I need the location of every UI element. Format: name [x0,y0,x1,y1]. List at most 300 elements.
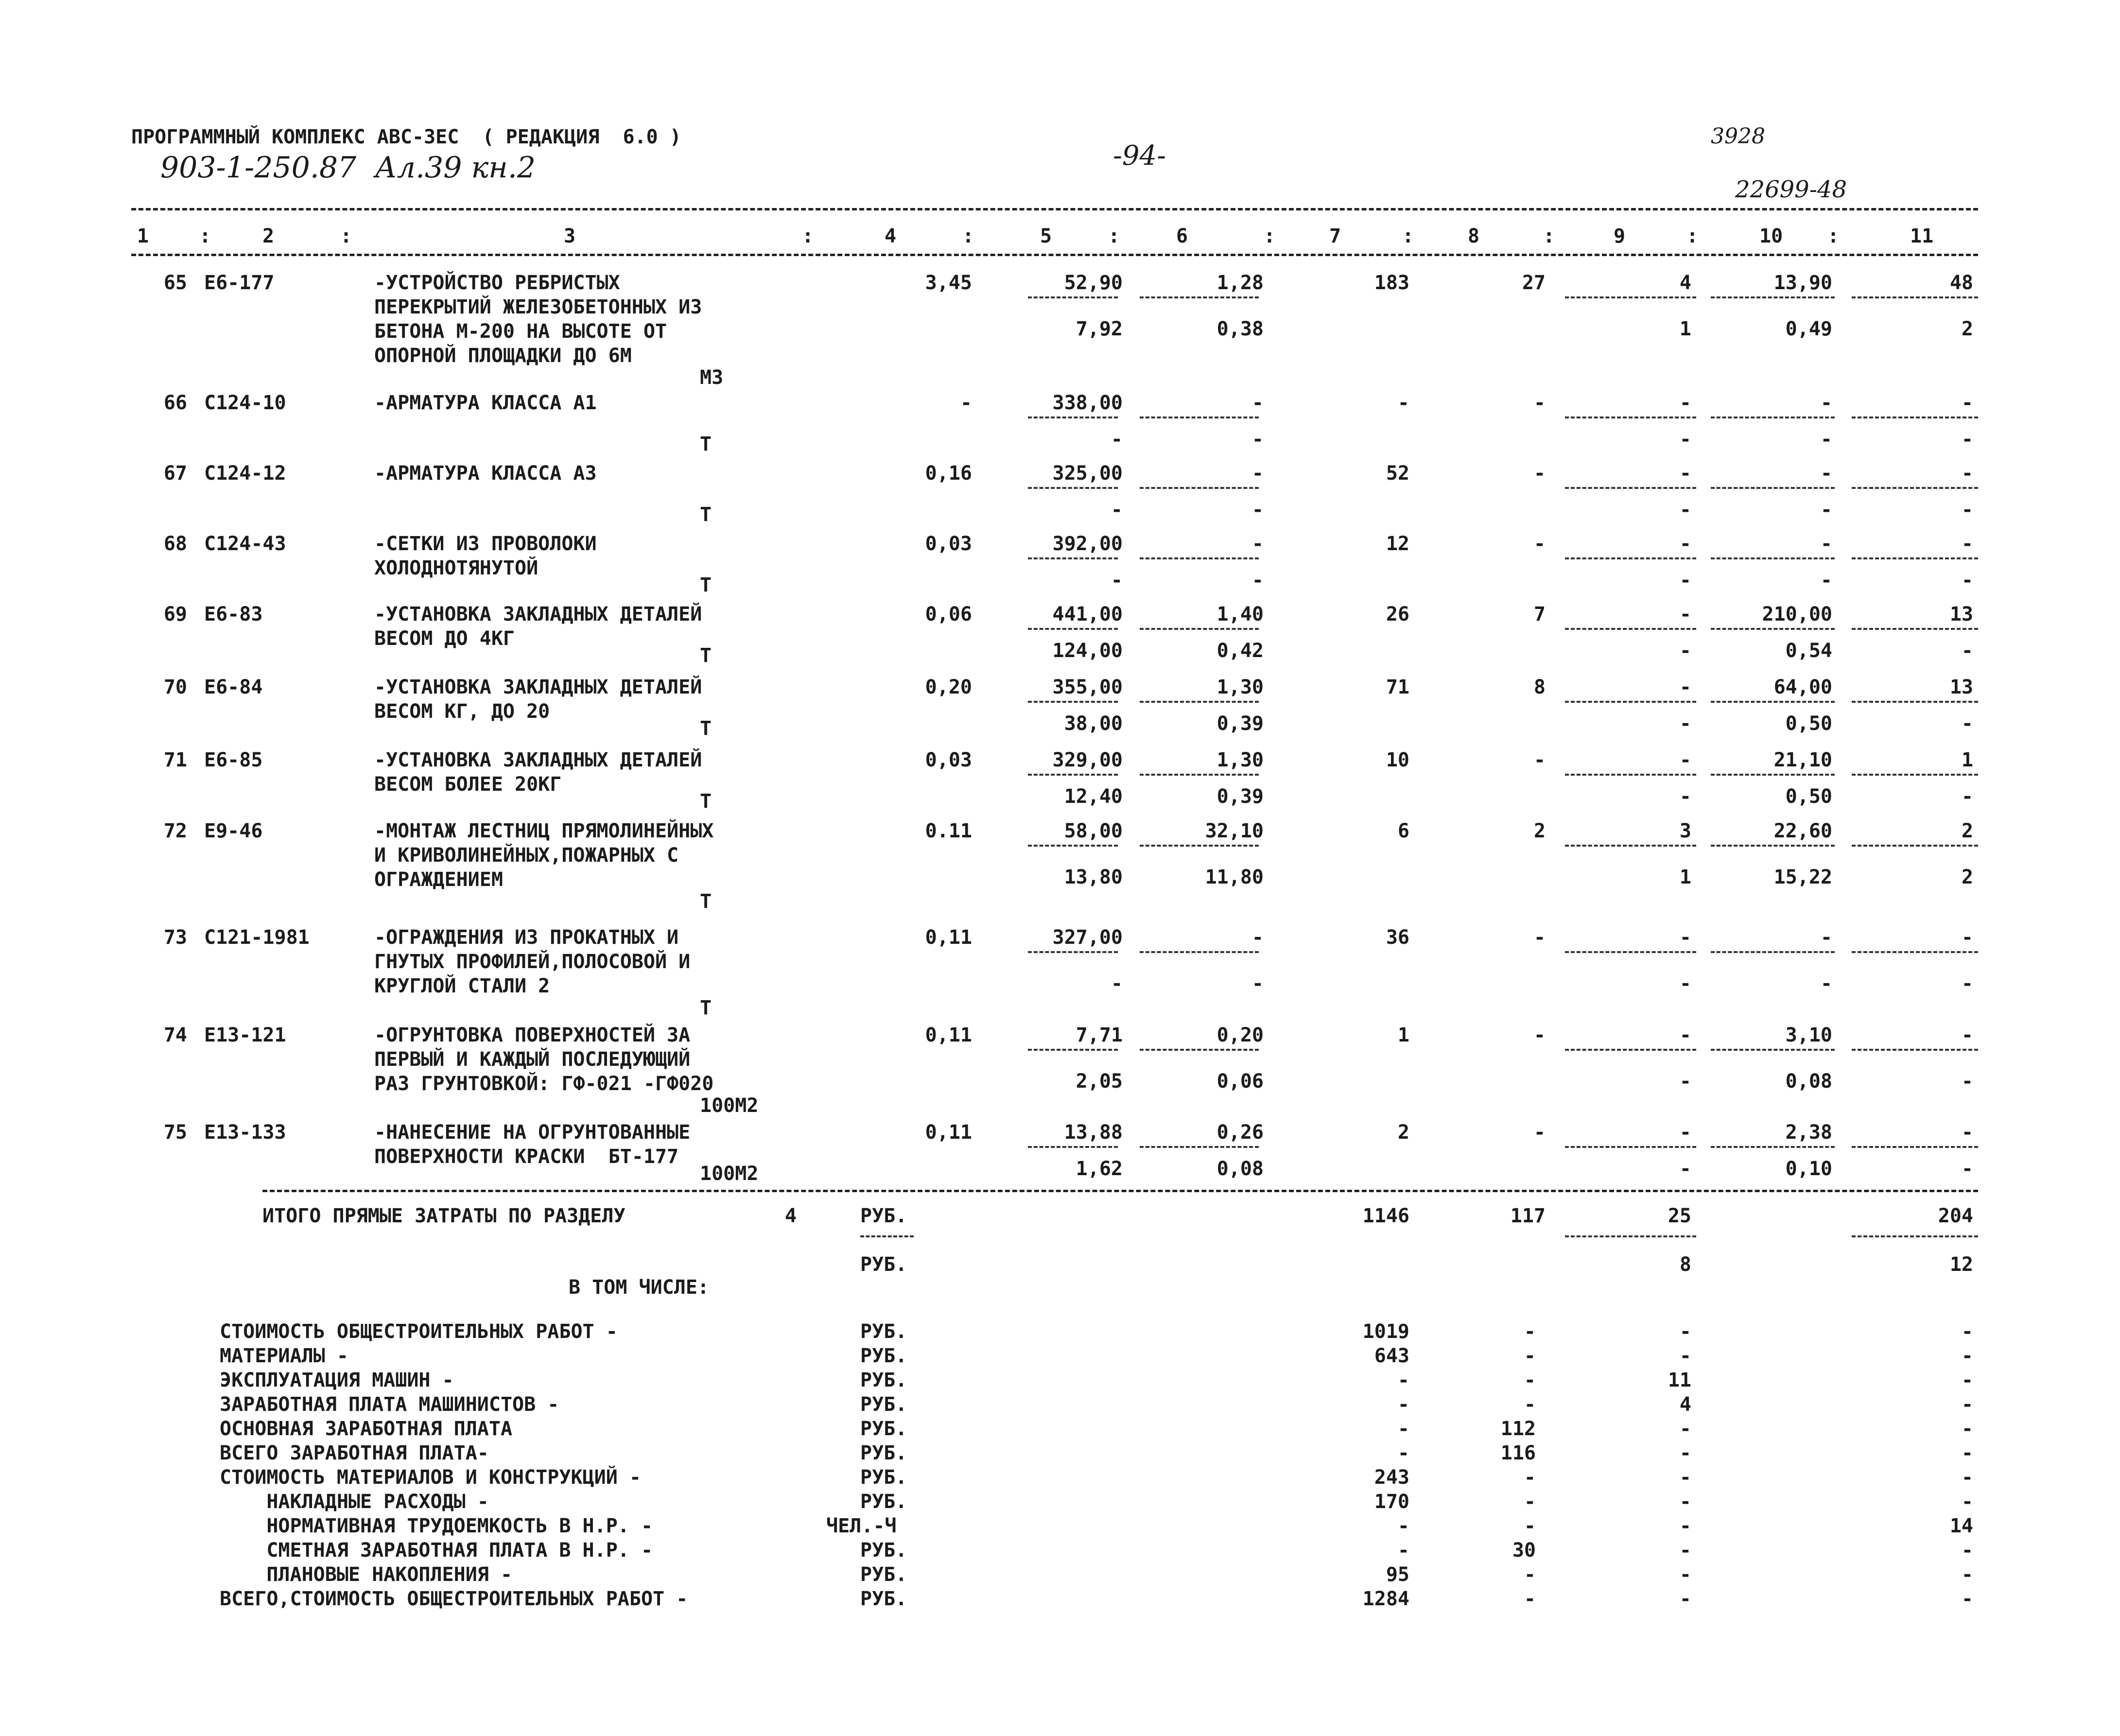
col10-value: 22,60 [1773,820,1832,842]
c11-rule [1852,417,1978,418]
row-code: С121-1981 [204,926,310,949]
col5-value: 327,00 [1052,926,1123,949]
c11-rule [1852,845,1978,847]
c5-rule [1028,951,1118,953]
c9-rule [1565,487,1696,489]
col6-value: 0,26 [1216,1121,1264,1144]
row-unit: Т [700,574,712,596]
column-separator: : [1543,225,1555,247]
col11-value-2: 2 [1961,318,1973,340]
col9-value-2: - [1679,972,1691,995]
col8-value: 7 [1533,603,1546,625]
summary-label: ПЛАНОВЫЕ НАКОПЛЕНИЯ - [220,1563,513,1586]
col9-value: - [1679,1121,1691,1144]
col5-value: 338,00 [1052,392,1123,414]
row-unit: 100М2 [700,1094,759,1117]
col11-value-2: - [1961,569,1973,591]
summary-label: НОРМАТИВНАЯ ТРУДОЕМКОСТЬ В Н.Р. - [220,1515,653,1537]
c10-rule [1711,296,1835,298]
row-code: С124-10 [204,392,286,414]
row-number: 67 [163,462,187,485]
col7-value: 10 [1386,749,1409,771]
summary-col7: - [1397,1515,1409,1537]
col7-value: 6 [1397,820,1409,842]
summary-col9: - [1679,1345,1691,1367]
row-code: С124-12 [204,462,286,485]
totals-label: ИТОГО ПРЯМЫЕ ЗАТРАТЫ ПО РАЗДЕЛУ [262,1205,626,1227]
c6-rule [1140,296,1259,298]
col11-value: - [1961,462,1973,485]
col9-value-2: - [1679,1158,1691,1180]
row-unit: Т [700,433,712,455]
col6-value-2: 0,08 [1216,1158,1264,1180]
summary-label: ЗАРАБОТНАЯ ПЛАТА МАШИНИСТОВ - [220,1393,559,1416]
col10-value-2: 0,54 [1785,640,1832,662]
col9-value-2: - [1679,428,1691,451]
row-unit: Т [700,997,712,1019]
row-description: ВЕСОМ ДО 4КГ [374,627,515,650]
summary-col8: - [1524,1345,1536,1367]
col10-value-2: 0,49 [1785,318,1832,340]
row-number: 69 [163,603,187,625]
column-separator: : [1108,225,1120,247]
col4-value: 0,20 [925,676,972,698]
col7-value: 36 [1386,926,1409,949]
col6-value: 32,10 [1205,820,1264,842]
row-description: ОПОРНОЙ ПЛОЩАДКИ ДО 6М [374,345,632,367]
row-description: -УСТАНОВКА ЗАКЛАДНЫХ ДЕТАЛЕЙ [374,676,702,698]
summary-col11: - [1961,1466,1973,1489]
summary-unit: РУБ. [860,1563,907,1586]
row-number: 72 [163,820,187,842]
col4-value: 0,06 [925,603,972,625]
c5-rule [1028,845,1118,847]
reference-number-top: 3928 [1711,124,1765,149]
totals-col9-2: 8 [1679,1253,1691,1276]
summary-unit: РУБ. [860,1369,907,1391]
c9-rule [1565,557,1696,559]
col11-value: 48 [1949,272,1973,294]
summary-col8: - [1524,1563,1536,1586]
totals-col7: 1146 [1362,1205,1409,1227]
c11-rule [1852,1146,1978,1148]
col10-value: 210,00 [1762,603,1832,625]
summary-col8: 112 [1500,1418,1536,1440]
c6-rule [1140,1146,1259,1148]
col8-value: - [1533,392,1546,414]
col4-value: 0,11 [925,926,972,949]
col6-value: - [1251,533,1264,555]
summary-label: ОСНОВНАЯ ЗАРАБОТНАЯ ПЛАТА [220,1418,513,1440]
summary-col11: - [1961,1320,1973,1343]
c11-rule [1852,628,1978,630]
column-number: 1 [137,225,149,247]
col5-value: 325,00 [1052,462,1123,485]
c5-rule [1028,557,1118,559]
summary-col7: 1019 [1362,1320,1409,1343]
summary-col9: - [1679,1466,1691,1489]
col5-value: 329,00 [1052,749,1123,771]
c10-rule [1711,487,1835,489]
col4-value: 3,45 [925,272,972,294]
summary-col7: - [1397,1539,1409,1562]
col11-value-2: - [1961,640,1973,662]
col9-value: - [1679,462,1691,485]
summary-col11: - [1961,1393,1973,1416]
col10-value-2: - [1820,972,1832,995]
c10-rule [1711,1146,1835,1148]
column-number: 9 [1614,225,1626,247]
summary-col9: - [1679,1491,1691,1513]
col6-value-2: - [1251,972,1264,995]
row-description: -АРМАТУРА КЛАССА А3 [374,462,597,485]
row-number: 73 [163,926,187,949]
col5-value-2: - [1111,569,1123,591]
column-number: 7 [1329,225,1341,247]
row-description: ПОВЕРХНОСТИ КРАСКИ БТ-177 [374,1146,679,1168]
c6-rule [1140,1049,1259,1051]
c10-rule [1711,774,1835,776]
row-code: Е13-133 [204,1121,286,1144]
c6-rule [1140,628,1259,630]
in-that-number-label: В ТОМ ЧИСЛЕ: [569,1276,709,1299]
col9-value-2: - [1679,1070,1691,1093]
col11-value: 13 [1949,603,1973,625]
row-description: ПЕРЕКРЫТИЙ ЖЕЛЕЗОБЕТОННЫХ ИЗ [374,296,702,318]
row-description: ВЕСОМ КГ, ДО 20 [374,700,550,723]
row-description: ХОЛОДНОТЯНУТОЙ [374,557,539,579]
col7-value: 2 [1397,1121,1409,1144]
c9-rule [1565,774,1696,776]
c9-rule [1565,1049,1696,1051]
col11-value: - [1961,533,1973,555]
c9-rule [1565,1146,1696,1148]
col8-value: 2 [1533,820,1546,842]
page-number: -94- [1113,140,1166,172]
col9-value: - [1679,1024,1691,1046]
c6-rule [1140,845,1259,847]
row-unit: М3 [700,366,724,389]
c11-rule [1852,701,1978,703]
row-code: Е6-84 [204,676,263,698]
col10-value: - [1820,462,1832,485]
col11-value-2: - [1961,428,1973,451]
column-number: 8 [1468,225,1480,247]
col5-value-2: 7,92 [1076,318,1123,340]
reference-number-bottom: 22699-48 [1735,176,1847,203]
col9-value-2: - [1679,712,1691,735]
program-title: ПРОГРАММНЫЙ КОМПЛЕКС АВС-ЗЕС ( РЕДАКЦИЯ 6.0 ) [131,126,681,148]
c6-rule [1140,951,1259,953]
col7-value: - [1397,392,1409,414]
row-unit: 100М2 [700,1163,759,1185]
col4-value: - [960,392,972,414]
col10-value: 64,00 [1773,676,1832,698]
column-separator: : [340,225,352,247]
c11-rule [1852,296,1978,298]
col11-value-2: - [1961,499,1973,521]
col7-value: 12 [1386,533,1409,555]
summary-unit: РУБ. [860,1345,907,1367]
header-rule-bottom [131,254,1978,256]
row-description: -УСТРОЙСТВО РЕБРИСТЫХ [374,272,620,294]
row-number: 74 [163,1024,187,1046]
col10-value-2: 0,10 [1785,1158,1832,1180]
col10-value-2: - [1820,499,1832,521]
summary-col8: - [1524,1320,1536,1343]
c9-rule [1565,951,1696,953]
col6-value: 1,40 [1216,603,1264,625]
col5-value: 7,71 [1076,1024,1123,1046]
c5-rule [1028,701,1118,703]
col9-value-2: 1 [1679,866,1691,888]
c5-rule [1028,296,1118,298]
summary-label: ВСЕГО,СТОИМОСТЬ ОБЩЕСТРОИТЕЛЬНЫХ РАБОТ - [220,1588,688,1610]
col10-value-2: 15,22 [1773,866,1832,888]
summary-label: МАТЕРИАЛЫ - [220,1345,348,1367]
summary-col9: - [1679,1418,1691,1440]
summary-label: ВСЕГО ЗАРАБОТНАЯ ПЛАТА- [220,1442,489,1464]
table-bottom-rule [262,1190,1978,1192]
col4-value: 0,16 [925,462,972,485]
col5-value-2: 1,62 [1076,1158,1123,1180]
c6-rule [1140,774,1259,776]
totals-col11: 204 [1938,1205,1973,1227]
col5-value: 392,00 [1052,533,1123,555]
summary-col8: - [1524,1466,1536,1489]
col5-value-2: 38,00 [1064,712,1123,735]
column-number: 6 [1176,225,1188,247]
row-number: 68 [163,533,187,555]
column-separator: : [1686,225,1699,247]
col9-value: - [1679,603,1691,625]
col10-value-2: 0,50 [1785,785,1832,808]
col9-value: - [1679,926,1691,949]
summary-col7: - [1397,1418,1409,1440]
summary-col9: - [1679,1442,1691,1464]
totals-section: 4 [785,1205,797,1227]
totals-col11-2: 12 [1949,1253,1973,1276]
row-code: С124-43 [204,533,286,555]
row-description: -ОГРАЖДЕНИЯ ИЗ ПРОКАТНЫХ И [374,926,679,949]
col8-value: 8 [1533,676,1546,698]
row-description: РАЗ ГРУНТОВКОЙ: ГФ-021 -ГФ020 [374,1073,714,1095]
col6-value-2: 0,39 [1216,712,1264,735]
col7-value: 183 [1374,272,1409,294]
c6-rule [1140,701,1259,703]
row-code: Е6-85 [204,749,263,771]
row-description: -СЕТКИ ИЗ ПРОВОЛОКИ [374,533,597,555]
col4-value: 0.11 [925,820,972,842]
c10-rule [1711,417,1835,418]
c9-rule [1565,417,1696,418]
summary-col7: - [1397,1369,1409,1391]
totals-col8: 117 [1510,1205,1546,1227]
totals-col11-rule [1852,1235,1978,1237]
column-separator: : [1827,225,1840,247]
col6-value: - [1251,392,1264,414]
col6-value: 1,30 [1216,749,1264,771]
col6-value-2: 0,06 [1216,1070,1264,1093]
summary-col11: - [1961,1442,1973,1464]
col11-value-2: - [1961,1070,1973,1093]
column-number: 3 [564,225,576,247]
col6-value: - [1251,926,1264,949]
c5-rule [1028,487,1118,489]
summary-col7: 243 [1374,1466,1409,1489]
summary-label: ЭКСПЛУАТАЦИЯ МАШИН - [220,1369,454,1391]
col6-value-2: - [1251,499,1264,521]
c9-rule [1565,845,1696,847]
col5-value: 52,90 [1064,272,1123,294]
summary-label: НАКЛАДНЫЕ РАСХОДЫ - [220,1491,489,1513]
summary-col9: 4 [1679,1393,1691,1416]
summary-col9: - [1679,1588,1691,1610]
summary-col9: - [1679,1320,1691,1343]
col9-value-2: - [1679,640,1691,662]
col10-value: - [1820,392,1832,414]
totals-col9: 25 [1668,1205,1691,1227]
col8-value: - [1533,462,1546,485]
row-description: -ОГРУНТОВКА ПОВЕРХНОСТЕЙ ЗА [374,1024,691,1046]
c6-rule [1140,417,1259,418]
summary-col9: 11 [1668,1369,1691,1391]
summary-col11: - [1961,1539,1973,1562]
summary-col11: - [1961,1588,1973,1610]
col8-value: - [1533,1121,1546,1144]
col10-value: 13,90 [1773,272,1832,294]
c5-rule [1028,1049,1118,1051]
col7-value: 1 [1397,1024,1409,1046]
col9-value-2: - [1679,499,1691,521]
col4-value: 0,03 [925,749,972,771]
totals-unit-2: РУБ. [860,1253,907,1276]
row-code: Е13-121 [204,1024,286,1046]
c11-rule [1852,774,1978,776]
col11-value: - [1961,926,1973,949]
c9-rule [1565,628,1696,630]
col11-value: - [1961,1121,1973,1144]
col10-value: - [1820,926,1832,949]
column-separator: : [962,225,974,247]
summary-label: СТОИМОСТЬ ОБЩЕСТРОИТЕЛЬНЫХ РАБОТ - [220,1320,618,1343]
row-unit: Т [700,503,712,526]
col7-value: 71 [1386,676,1409,698]
col6-value: 1,30 [1216,676,1264,698]
summary-col11: - [1961,1369,1973,1391]
col11-value-2: - [1961,972,1973,995]
summary-label: СТОИМОСТЬ МАТЕРИАЛОВ И КОНСТРУКЦИЙ - [220,1466,641,1489]
c5-rule [1028,1146,1118,1148]
col11-value-2: - [1961,1158,1973,1180]
column-separator: : [802,225,814,247]
col9-value: 4 [1679,272,1691,294]
summary-col7: 95 [1386,1563,1409,1586]
column-number: 5 [1040,225,1052,247]
col9-value: - [1679,749,1691,771]
row-description: -УСТАНОВКА ЗАКЛАДНЫХ ДЕТАЛЕЙ [374,603,702,625]
col9-value: - [1679,533,1691,555]
col4-value: 0,11 [925,1121,972,1144]
summary-col8: - [1524,1491,1536,1513]
col5-value-2: - [1111,428,1123,451]
col9-value: - [1679,676,1691,698]
col10-value-2: 0,08 [1785,1070,1832,1093]
col4-value: 0,11 [925,1024,972,1046]
col5-value: 13,88 [1064,1121,1123,1144]
summary-col7: - [1397,1442,1409,1464]
summary-col8: - [1524,1515,1536,1537]
col5-value: 355,00 [1052,676,1123,698]
summary-col11: - [1961,1418,1973,1440]
row-description: -УСТАНОВКА ЗАКЛАДНЫХ ДЕТАЛЕЙ [374,749,702,771]
row-unit: Т [700,890,712,913]
row-description: КРУГЛОЙ СТАЛИ 2 [374,975,550,997]
summary-col8: - [1524,1369,1536,1391]
c10-rule [1711,951,1835,953]
col5-value: 58,00 [1064,820,1123,842]
row-description: И КРИВОЛИНЕЙНЫХ,ПОЖАРНЫХ С [374,844,679,867]
summary-col7: 170 [1374,1491,1409,1513]
summary-col7: 643 [1374,1345,1409,1367]
summary-col8: 30 [1512,1539,1536,1562]
col5-value: 441,00 [1052,603,1123,625]
col8-value: - [1533,1024,1546,1046]
col11-value-2: - [1961,785,1973,808]
row-unit: Т [700,790,712,813]
col6-value-2: - [1251,428,1264,451]
col10-value: - [1820,533,1832,555]
col4-value: 0,03 [925,533,972,555]
c5-rule [1028,628,1118,630]
column-number: 10 [1759,225,1783,247]
col10-value: 21,10 [1773,749,1832,771]
summary-unit: РУБ. [860,1491,907,1513]
row-number: 65 [163,272,187,294]
col11-value: 1 [1961,749,1973,771]
summary-col11: - [1961,1491,1973,1513]
col5-value-2: - [1111,499,1123,521]
row-code: Е9-46 [204,820,263,842]
col9-value-2: 1 [1679,318,1691,340]
row-description: -АРМАТУРА КЛАССА А1 [374,392,597,414]
row-code: Е6-83 [204,603,263,625]
c10-rule [1711,628,1835,630]
col6-value-2: 0,38 [1216,318,1264,340]
header-rule-top [131,208,1978,210]
c11-rule [1852,487,1978,489]
totals-unit-rule [860,1235,914,1237]
summary-col8: 116 [1500,1442,1536,1464]
row-unit: Т [700,644,712,667]
summary-col9: - [1679,1515,1691,1537]
row-number: 66 [163,392,187,414]
col11-value: 13 [1949,676,1973,698]
summary-col8: - [1524,1393,1536,1416]
row-description: ПЕРВЫЙ И КАЖДЫЙ ПОСЛЕДУЮЩИЙ [374,1048,691,1071]
column-separator: : [1402,225,1414,247]
summary-unit: РУБ. [860,1320,907,1343]
col9-value-2: - [1679,785,1691,808]
col5-value-2: 13,80 [1064,866,1123,888]
c11-rule [1852,1049,1978,1051]
col10-value-2: - [1820,569,1832,591]
summary-col11: - [1961,1345,1973,1367]
col6-value-2: 0,42 [1216,640,1264,662]
summary-unit: РУБ. [860,1393,907,1416]
c11-rule [1852,557,1978,559]
column-number: 4 [885,225,897,247]
